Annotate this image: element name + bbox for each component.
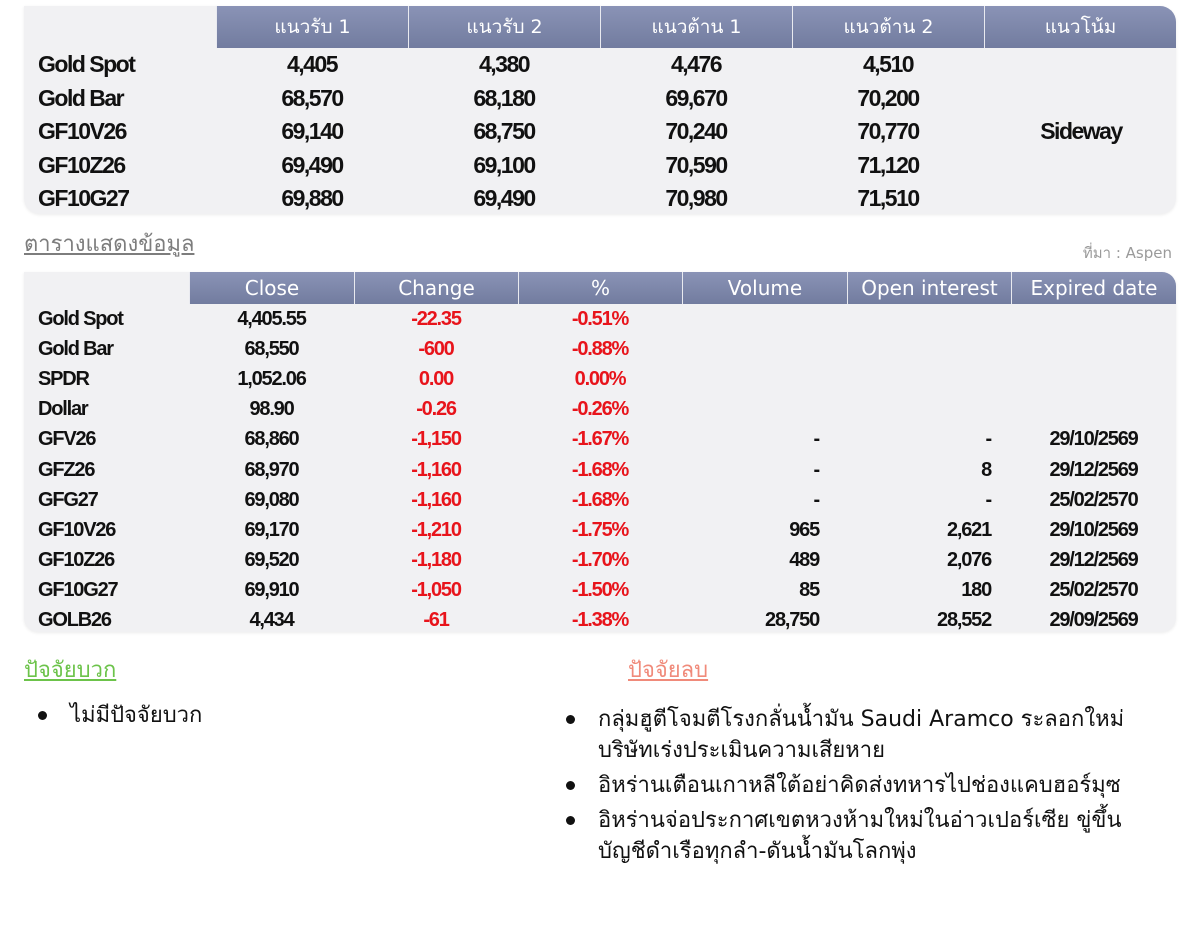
market-row-percent: -1.50% (571, 579, 629, 602)
market-row (24, 546, 1176, 576)
levels-row-r1: 69,670 (665, 84, 727, 111)
market-row-open-interest: 180 (961, 579, 991, 602)
market-row-change: -1,160 (411, 458, 461, 481)
market-row-percent: -1.70% (571, 549, 629, 572)
levels-row-r1: 4,476 (670, 51, 722, 78)
positive-factors-list (34, 700, 434, 735)
market-row-volume: 28,750 (765, 609, 819, 632)
market-body (24, 304, 1176, 636)
market-row (24, 425, 1176, 455)
levels-row-name: Gold Bar (38, 84, 124, 111)
market-row-volume: - (813, 458, 819, 481)
market-row (24, 304, 1176, 334)
market-row-close: 68,970 (244, 458, 299, 481)
market-row-close: 69,170 (244, 518, 299, 541)
market-row-open-interest: 8 (981, 458, 991, 481)
levels-row (24, 149, 984, 183)
market-row-name: GF10Z26 (38, 549, 115, 572)
negative-factor-item: กลุ่มฮูตีโจมตีโรงกลั่นน้ำมัน Saudi Aramco ระลอกใหม่ บริษัทเร่งประเมินความเสียหาย (562, 704, 1162, 766)
market-row-percent: -0.26% (571, 398, 629, 421)
levels-header-resistance-1: แนวต้าน 1 (600, 6, 792, 48)
market-table (24, 272, 1176, 632)
levels-row-s2: 68,180 (473, 84, 535, 111)
market-row-open-interest: 28,552 (937, 609, 991, 632)
market-row-name: Gold Spot (38, 307, 123, 330)
levels-header-support-2: แนวรับ 2 (408, 6, 600, 48)
negative-factors-list (562, 704, 1162, 871)
levels-row-s2: 4,380 (478, 51, 530, 78)
table-caption: ตารางแสดงข้อมูล (24, 232, 195, 257)
market-row-volume: - (813, 428, 819, 451)
levels-row (24, 82, 984, 116)
levels-row (24, 182, 984, 216)
market-row-expired-date: 29/10/2569 (1049, 518, 1138, 541)
market-row-expired-date: 25/02/2570 (1049, 579, 1138, 602)
market-row-change: -1,160 (411, 488, 461, 511)
levels-row-r1: 70,590 (665, 151, 727, 178)
market-header-expired-date: Expired date (1011, 272, 1176, 304)
levels-header-row (24, 6, 1176, 48)
market-row-volume: 85 (799, 579, 819, 602)
negative-factor-item: อิหร่านเตือนเกาหลีใต้อย่าคิดส่งทหารไปช่องแคบฮอร์มุซ (562, 770, 1162, 801)
market-row-close: 68,550 (244, 337, 299, 360)
market-row-change: -1,180 (411, 549, 461, 572)
levels-header-trend: แนวโน้ม (984, 6, 1176, 48)
levels-table (24, 6, 1176, 214)
market-row-close: 68,860 (244, 428, 299, 451)
market-row-expired-date: 29/10/2569 (1049, 428, 1138, 451)
market-header-row (24, 272, 1176, 304)
market-row-name: Gold Bar (38, 337, 113, 360)
market-row-percent: -1.68% (571, 458, 629, 481)
market-row-open-interest: 2,076 (946, 549, 991, 572)
market-row-percent: -0.88% (571, 337, 629, 360)
market-row-change: -600 (418, 337, 454, 360)
levels-row (24, 48, 984, 82)
market-row-change: -61 (423, 609, 449, 632)
market-row-volume: - (813, 488, 819, 511)
levels-row-s2: 69,100 (473, 151, 535, 178)
market-row (24, 334, 1176, 364)
levels-row-name: GF10Z26 (38, 151, 125, 178)
market-row-change: 0.00 (418, 367, 454, 390)
levels-row-name: GF10G27 (38, 185, 129, 212)
levels-row-s2: 68,750 (473, 118, 535, 145)
levels-row-r2: 70,200 (857, 84, 919, 111)
market-row-percent: -1.67% (571, 428, 629, 451)
market-header-percent: % (518, 272, 682, 304)
levels-row (24, 115, 984, 149)
market-row (24, 395, 1176, 425)
market-row (24, 576, 1176, 606)
negative-factor-item: อิหร่านจ่อประกาศเขตหวงห้ามใหม่ในอ่าวเปอร์เซีย ขู่ขึ้นบัญชีดำเรือทุกลำ-ดันน้ำมันโลกพุ่ง (562, 805, 1162, 867)
levels-header-resistance-2: แนวต้าน 2 (792, 6, 984, 48)
market-row-percent: 0.00% (574, 367, 626, 390)
market-header-close: Close (189, 272, 354, 304)
market-row-change: -1,150 (411, 428, 461, 451)
market-row-change: -1,050 (411, 579, 461, 602)
market-row-change: -1,210 (411, 518, 461, 541)
levels-row-r2: 71,510 (857, 185, 919, 212)
levels-row-r1: 70,980 (665, 185, 727, 212)
market-row-name: GFZ26 (38, 458, 95, 481)
market-row-expired-date: 25/02/2570 (1049, 488, 1138, 511)
levels-row-s1: 69,490 (281, 151, 343, 178)
market-row-name: GF10V26 (38, 518, 116, 541)
levels-row-s1: 69,140 (281, 118, 343, 145)
market-row-close: 98.90 (249, 398, 294, 421)
market-row-percent: -1.75% (571, 518, 629, 541)
market-row-percent: -1.38% (571, 609, 629, 632)
positive-factors-title: ปัจจัยบวก (24, 658, 117, 683)
market-row-change: -0.26 (416, 398, 456, 421)
market-row (24, 606, 1176, 636)
levels-row-r2: 70,770 (857, 118, 919, 145)
market-row-expired-date: 29/09/2569 (1049, 609, 1138, 632)
market-row-open-interest: - (985, 488, 991, 511)
market-header-change: Change (354, 272, 518, 304)
market-row-expired-date: 29/12/2569 (1049, 458, 1138, 481)
market-row-close: 69,520 (244, 549, 299, 572)
levels-row-s1: 68,570 (281, 84, 343, 111)
market-header-volume: Volume (682, 272, 847, 304)
market-row (24, 455, 1176, 485)
levels-row-r2: 71,120 (857, 151, 919, 178)
source-note: ที่มา : Aspen (1082, 244, 1172, 262)
levels-row-s2: 69,490 (473, 185, 535, 212)
market-row-open-interest: 2,621 (946, 518, 991, 541)
market-row-name: GOLB26 (38, 609, 111, 632)
market-row-percent: -0.51% (571, 307, 629, 330)
market-row-percent: -1.68% (571, 488, 629, 511)
market-row (24, 364, 1176, 394)
market-row-name: Dollar (38, 398, 88, 421)
market-row-change: -22.35 (411, 307, 461, 330)
market-row-name: SPDR (38, 367, 89, 390)
market-row-open-interest: - (985, 428, 991, 451)
negative-factors-title: ปัจจัยลบ (628, 658, 709, 683)
market-row-name: GFV26 (38, 428, 96, 451)
market-row-name: GFG27 (38, 488, 98, 511)
levels-row-r2: 4,510 (862, 51, 914, 78)
market-row-name: GF10G27 (38, 579, 118, 602)
levels-header-blank (24, 6, 216, 48)
levels-header-support-1: แนวรับ 1 (216, 6, 408, 48)
market-row-close: 4,405.55 (237, 307, 306, 330)
trend-value: Sideway (1040, 117, 1122, 144)
market-row (24, 485, 1176, 515)
levels-row-s1: 69,880 (281, 185, 343, 212)
market-row-volume: 965 (789, 518, 819, 541)
market-row-close: 4,434 (249, 609, 294, 632)
levels-row-s1: 4,405 (286, 51, 338, 78)
levels-row-name: Gold Spot (38, 51, 135, 78)
market-row-close: 69,910 (244, 579, 299, 602)
market-row-close: 1,052.06 (237, 367, 306, 390)
levels-row-name: GF10V26 (38, 118, 126, 145)
positive-factor-item: ไม่มีปัจจัยบวก (34, 700, 434, 731)
market-header-open-interest: Open interest (847, 272, 1011, 304)
market-row-close: 69,080 (244, 488, 299, 511)
market-row-volume: 489 (789, 549, 819, 572)
market-row (24, 515, 1176, 545)
levels-row-r1: 70,240 (665, 118, 727, 145)
market-header-blank (24, 272, 189, 304)
market-row-expired-date: 29/12/2569 (1049, 549, 1138, 572)
